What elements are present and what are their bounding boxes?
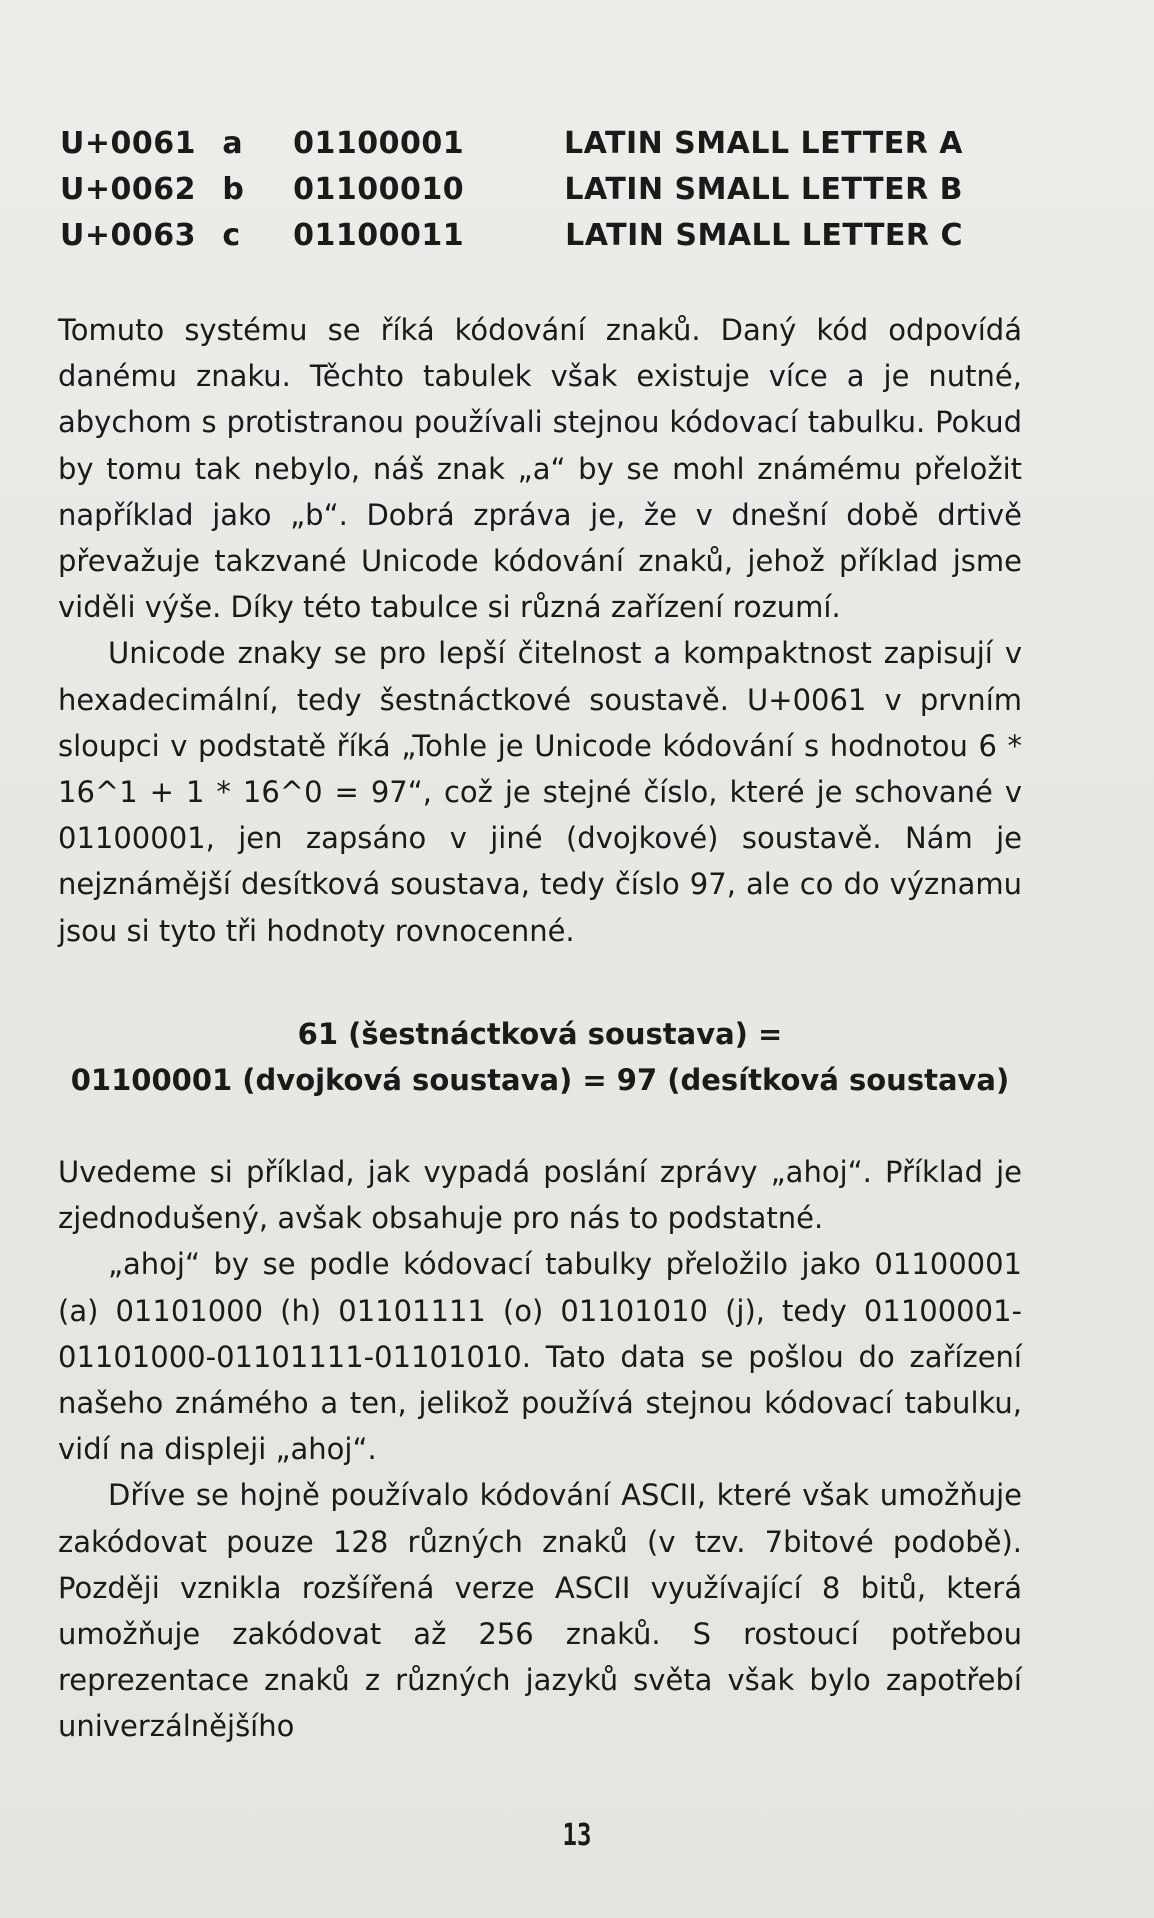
unicode-code: U+0061 bbox=[60, 125, 196, 161]
binary-value: 01100001 bbox=[293, 125, 465, 161]
paragraph: Tomuto systému se říká kódování znaků. Daný kód odpovídá danému znaku. Těchto tabulek však existuje více a je nutné, abychom s protistranou používali stejnou kódovací tabulku. Pokud by tomu tak nebylo, náš znak „a“ by se mohl známému přeložit například jako „b“. Dobrá zpráva je, že v dnešní době drtivě převažuje takzvané Unicode kódování znaků, jehož příklad jsme viděli výše. Díky této tabulce si různá zařízení rozumí. bbox=[58, 313, 1022, 625]
unicode-code: U+0063 bbox=[60, 217, 196, 253]
character-name: LATIN SMALL LETTER A bbox=[563, 125, 963, 161]
character-name: LATIN SMALL LETTER C bbox=[565, 217, 963, 253]
text-block-encoding bbox=[58, 307, 1022, 954]
binary-value: 01100011 bbox=[293, 217, 465, 253]
binary-value: 01100010 bbox=[293, 171, 465, 207]
formula-block bbox=[58, 1011, 1022, 1103]
paragraph: Uvedeme si příklad, jak vypadá poslání zprávy „ahoj“. Příklad je zjednodušený, avšak obsahuje pro nás to podstatné. bbox=[58, 1155, 1022, 1236]
character: a bbox=[222, 125, 244, 161]
paragraph: Dříve se hojně používalo kódování ASCII, které však umožňuje zakódovat pouze 128 různých znaků (v tzv. 7bitové podobě). Později vznikla rozšířená verze ASCII využívající 8 bitů, která umožňuje zakódovat až 256 znaků. S rostoucí potřebou reprezentace znaků z různých jazyků světa však bylo zapotřebí univerzálnějšího bbox=[58, 1478, 1022, 1744]
unicode-code: U+0062 bbox=[60, 171, 196, 207]
paragraph: Unicode znaky se pro lepší čitelnost a kompaktnost zapisují v hexadecimální, tedy šestnáctkové soustavě. U+0061 v prvním sloupci v podstatě říká „Tohle je Unicode kódování s hodnotou 6 * 16^1 + 1 * 16^0 = 97“, což je stejné číslo, které je schované v 01100001, jen zapsáno v jiné (dvojkové) soustavě. Nám je nejznámější desítková soustava, tedy číslo 97, ale co do významu jsou si tyto tři hodnoty rovnocenné. bbox=[58, 636, 1022, 948]
page-number: 13 bbox=[562, 1818, 592, 1853]
character-name: LATIN SMALL LETTER B bbox=[564, 171, 963, 207]
formula-line: 01100001 (dvojková soustava) = 97 (desítková soustava) bbox=[70, 1063, 1010, 1097]
paragraph: „ahoj“ by se podle kódovací tabulky přeložilo jako 01100001 (a) 01101000 (h) 01101111 (o) 01101010 (j), tedy 01100001-01101000-01101111-01101010. Tato data se pošlou do zařízení našeho známého a ten, jelikož používá stejnou kódovací tabulku, vidí na displeji „ahoj“. bbox=[58, 1247, 1022, 1467]
formula-line: 61 (šestnáctková soustava) = bbox=[297, 1017, 783, 1051]
table-row bbox=[60, 120, 1060, 166]
table-row bbox=[60, 212, 1060, 258]
character: b bbox=[222, 171, 245, 207]
character: c bbox=[222, 217, 241, 253]
table-row bbox=[60, 166, 1060, 212]
text-block-example bbox=[58, 1149, 1022, 1750]
unicode-table bbox=[60, 120, 1060, 258]
